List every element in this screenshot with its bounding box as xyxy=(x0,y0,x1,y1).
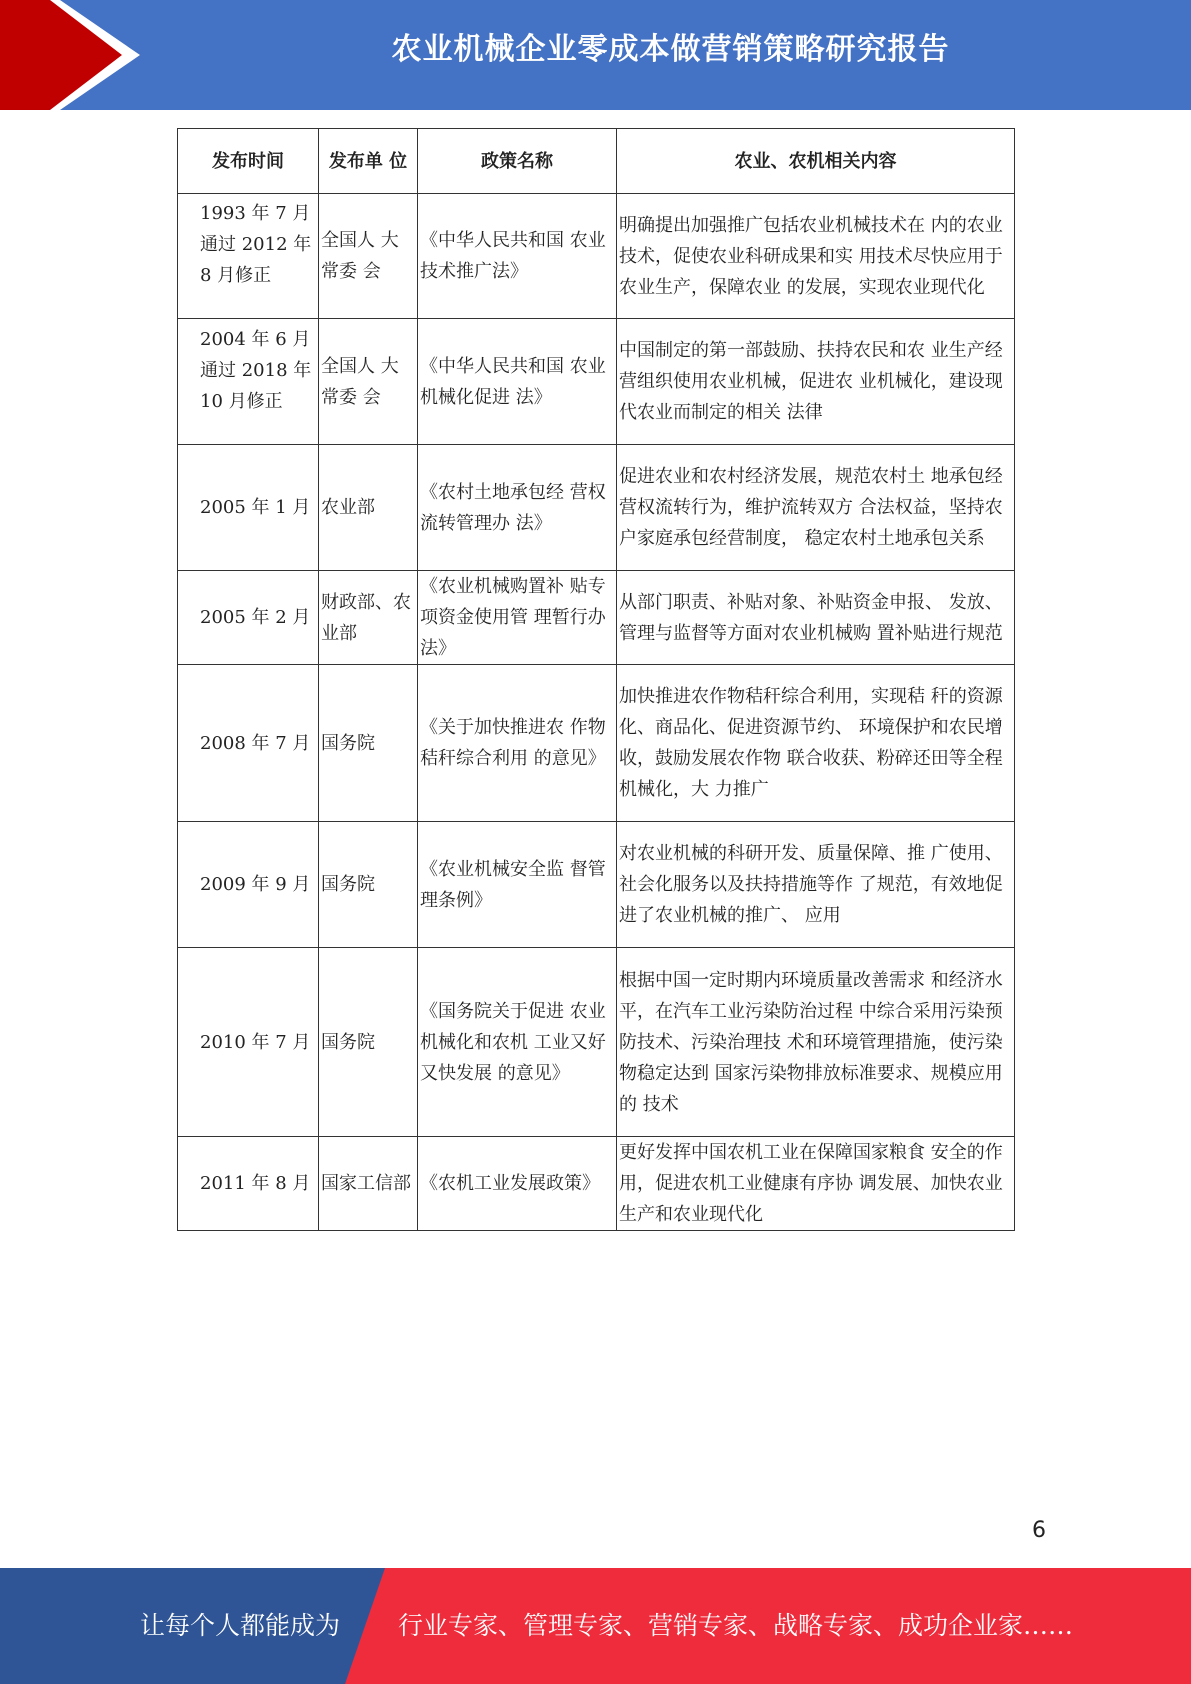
page-number: 6 xyxy=(1032,1518,1046,1543)
row-policy-name: 《农业机械安全监 督管理条例》 xyxy=(418,822,617,948)
table-row xyxy=(178,445,1015,571)
row-policy-name: 《农机工业发展政策》 xyxy=(418,1137,617,1231)
row-unit: 财政部、农业部 xyxy=(319,571,418,665)
page-footer xyxy=(0,1568,1191,1684)
row-unit: 国家工信部 xyxy=(319,1137,418,1231)
row-date: 2004 年 6 月通过 2018 年 10 月修正 xyxy=(200,328,312,412)
table-row xyxy=(178,1137,1015,1231)
row-date: 2008 年 7 月 xyxy=(178,665,319,822)
row-policy-name: 《农村土地承包经 营权流转管理办 法》 xyxy=(418,445,617,571)
row-date: 2011 年 8 月 xyxy=(178,1137,319,1231)
footer-slogan-right: 行业专家、管理专家、营销专家、战略专家、成功企业家…… xyxy=(398,1611,1074,1640)
row-policy-name: 《农业机械购置补 贴专项资金使用管 理暂行办法》 xyxy=(418,571,617,665)
row-policy-name: 《关于加快推进农 作物秸秆综合利用 的意见》 xyxy=(418,665,617,822)
row-unit: 国务院 xyxy=(319,665,418,822)
row-unit: 全国人 大常委 会 xyxy=(319,319,418,445)
table-row xyxy=(178,571,1015,665)
row-content: 促进农业和农村经济发展，规范农村土 地承包经营权流转行为，维护流转双方 合法权益，坚持农户家庭承包经营制度， 稳定农村土地承包关系 xyxy=(617,445,1015,571)
row-date: 2010 年 7 月 xyxy=(178,948,319,1137)
table-row xyxy=(178,319,1015,445)
policy-table xyxy=(177,128,1015,1231)
row-content: 加快推进农作物秸秆综合利用，实现秸 秆的资源化、商品化、促进资源节约、 环境保护和农民增收，鼓励发展农作物 联合收获、粉碎还田等全程机械化，大 力推广 xyxy=(617,665,1015,822)
row-content: 对农业机械的科研开发、质量保障、推 广使用、社会化服务以及扶持措施等作 了规范，有效地促进了农业机械的推广、 应用 xyxy=(617,822,1015,948)
row-date: 1993 年 7 月通过 2012 年 8 月修正 xyxy=(200,203,312,286)
row-unit: 农业部 xyxy=(319,445,418,571)
row-policy-name: 《中华人民共和国 农业技术推广法》 xyxy=(418,194,617,319)
row-content: 根据中国一定时期内环境质量改善需求 和经济水平，在汽车工业污染防治过程 中综合采用污染预防技术、污染治理技 术和环境管理措施，使污染物稳定达到 国家污染物排放标准要求、规模应用的 技术 xyxy=(617,948,1015,1137)
row-content: 更好发挥中国农机工业在保障国家粮食 安全的作用，促进农机工业健康有序协 调发展、加快农业生产和农业现代化 xyxy=(617,1137,1015,1231)
page-title: 农业机械企业零成本做营销策略研究报告 xyxy=(391,32,950,67)
row-content: 中国制定的第一部鼓励、扶持农民和农 业生产经营组织使用农业机械，促进农 业机械化，建设现代农业而制定的相关 法律 xyxy=(617,319,1015,445)
row-content: 明确提出加强推广包括农业机械技术在 内的农业技术，促使农业科研成果和实 用技术尽快应用于农业生产，保障农业 的发展，实现农业现代化 xyxy=(617,194,1015,319)
row-date: 2005 年 2 月 xyxy=(178,571,319,665)
row-policy-name: 《中华人民共和国 农业机械化促进 法》 xyxy=(418,319,617,445)
table-row xyxy=(178,948,1015,1137)
table-row xyxy=(178,194,1015,319)
footer-slogan-left: 让每个人都能成为 xyxy=(140,1611,341,1640)
row-unit: 国务院 xyxy=(319,822,418,948)
header-unit: 发布单 位 xyxy=(319,129,418,194)
header-content: 农业、农机相关内容 xyxy=(617,129,1015,194)
header-policy-name: 政策名称 xyxy=(418,129,617,194)
table-header-row xyxy=(178,129,1015,194)
row-unit: 国务院 xyxy=(319,948,418,1137)
row-date: 2005 年 1 月 xyxy=(178,445,319,571)
table-row xyxy=(178,665,1015,822)
row-unit: 全国人 大常委 会 xyxy=(319,194,418,319)
row-date: 2009 年 9 月 xyxy=(178,822,319,948)
row-policy-name: 《国务院关于促进 农业机械化和农机 工业又好又快发展 的意见》 xyxy=(418,948,617,1137)
header-date: 发布时间 xyxy=(178,129,319,194)
table-row xyxy=(178,822,1015,948)
page-header xyxy=(0,0,1191,110)
red-arrow-decoration xyxy=(0,0,150,110)
row-content: 从部门职责、补贴对象、补贴资金申报、 发放、管理与监督等方面对农业机械购 置补贴进行规范 xyxy=(617,571,1015,665)
